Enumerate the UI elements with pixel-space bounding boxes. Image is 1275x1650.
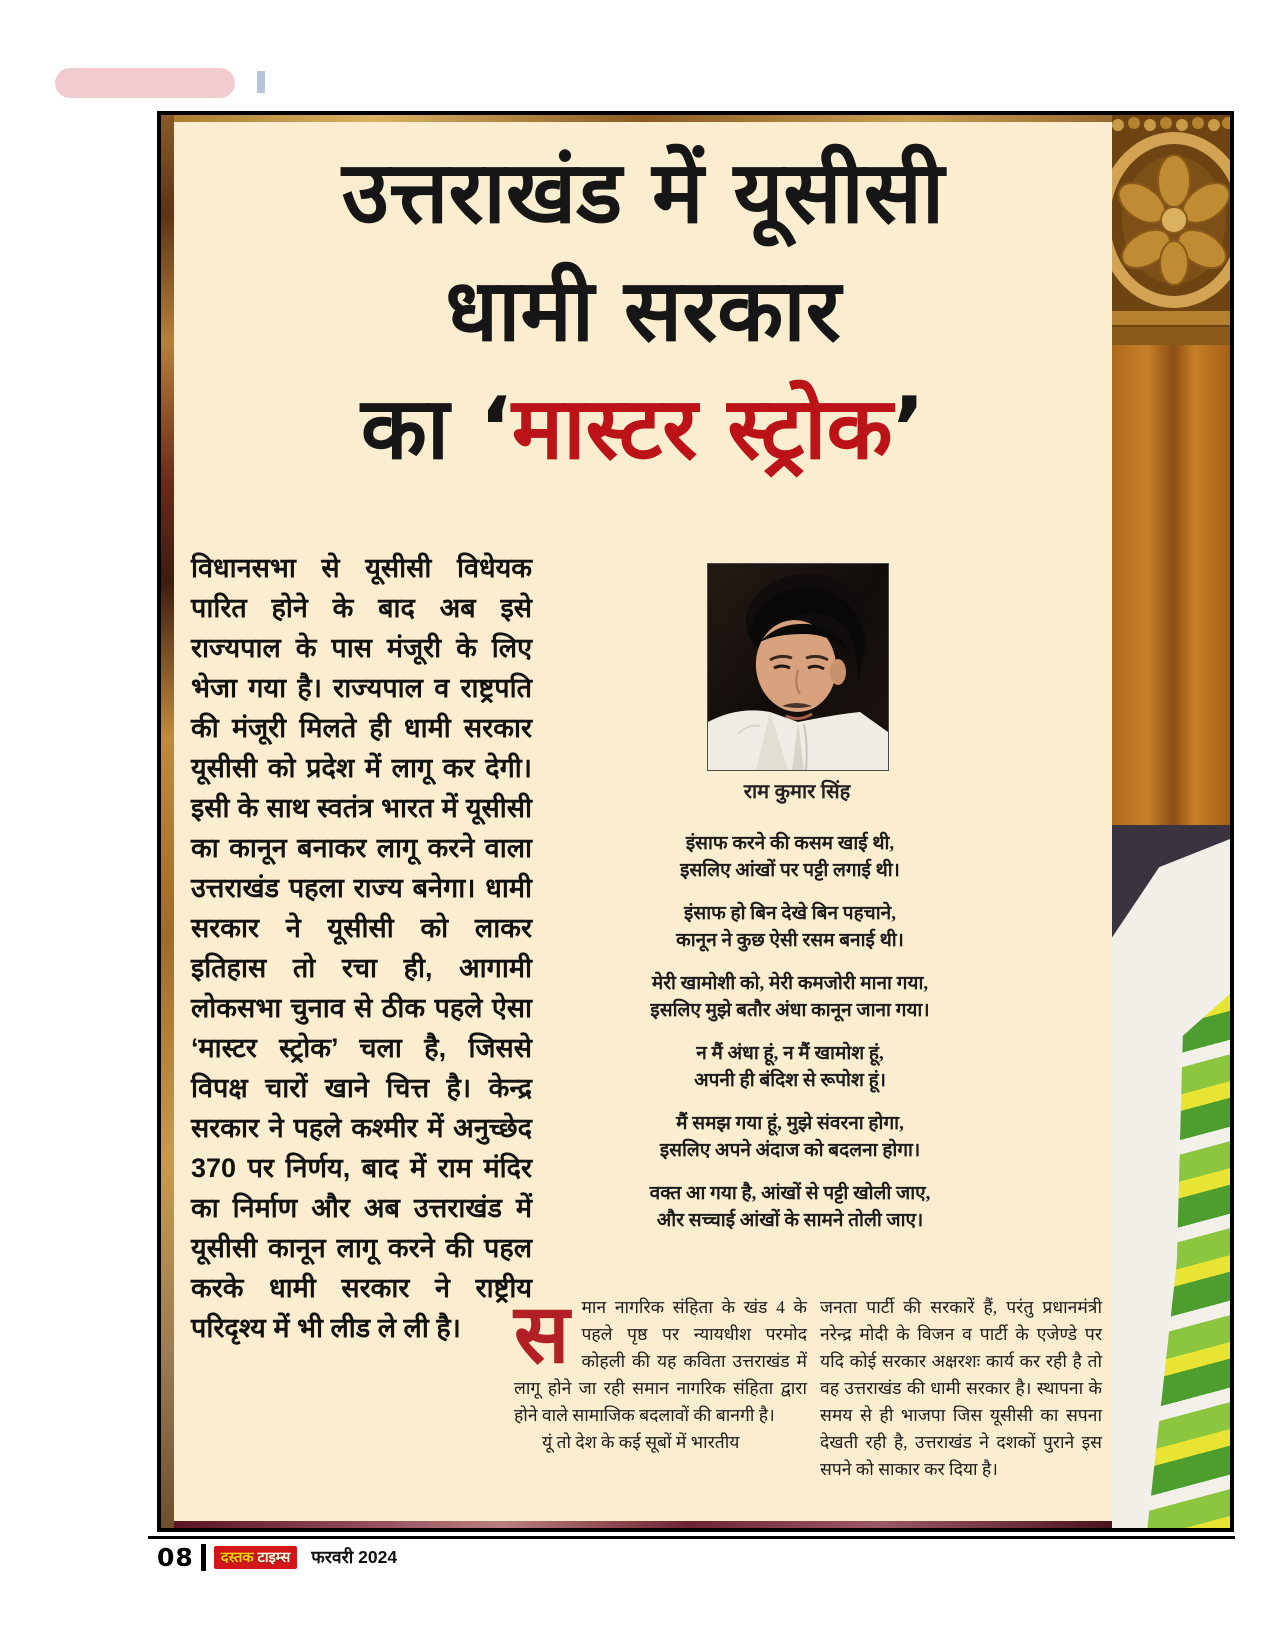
poem-line: अपनी ही बंदिश से रूपोश हूं। — [694, 1070, 886, 1091]
poem-stanza — [504, 1040, 1076, 1094]
headline-line-2: धामी सरकार — [445, 261, 841, 361]
article-col1-paragraph-1: मान नागरिक संहिता के खंड 4 के पहले पृष्ठ पर न्यायधीश परमोद कोहली की यह कविता उत्तराखंड में लागू होने जा रही समान नागरिक संहिता द्वारा होने वाले सामाजिक बदलावों की बानगी है। — [514, 1297, 807, 1425]
headline-open-quote: ‘ — [479, 379, 512, 479]
poem-line: और सच्चाई आंखों के सामने तोली जाए। — [656, 1210, 924, 1231]
poem-line: इसलिए आंखों पर पट्टी लगाई थी। — [680, 860, 900, 881]
headline-red-phrase: मास्टर स्ट्रोक — [511, 379, 893, 479]
poem-line: इंसाफ करने की कसम खाई थी, — [685, 833, 895, 854]
poem-line: इसलिए मुझे बतौर अंधा कानून जाना गया। — [650, 1000, 930, 1021]
poem-line: वक्त आ गया है, आंखों से पट्टी खोली जाए, — [649, 1183, 931, 1204]
header-pink-pill-decoration — [55, 68, 235, 98]
drop-cap: स — [514, 1287, 570, 1382]
dastak-times-logo — [214, 1546, 297, 1569]
lede-paragraph: विधानसभा से यूसीसी विधेयक पारित होने के बाद अब इसे राज्यपाल के पास मंजूरी के लिए भेजा गया है। राज्यपाल व राष्ट्रपति की मंजूरी मिलते ही धामी सरकार यूसीसी को प्रदेश में लागू कर देगी। इसी के साथ स्वतंत्र भारत में यूसीसी का कानून बनाकर लागू करने वाला उत्तराखंड पहला राज्य बनेगा। धामी सरकार ने यूसीसी को लाकर इतिहास तो रचा ही, आगामी लोकसभा चुनाव से ठीक पहले ऐसा ‘मास्टर स्ट्रोक’ चला है, जिससे विपक्ष चारों खाने चित्त है। केन्द्र सरकार ने पहले कश्मीर में अनुच्छेद 370 पर निर्णय, बाद में राम मंदिर का निर्माण और अब उत्तराखंड में यूसीसी कानून लागू करने की पहल करके धामी सरकार ने राष्ट्रीय परिदृश्य में भी लीड ले ली है। — [191, 553, 532, 1343]
article-col1-paragraph-2: यूं तो देश के कई सूबों में भारतीय — [542, 1432, 740, 1452]
poem-line: इसलिए अपने अंदाज को बदलना होगा। — [659, 1140, 921, 1161]
poem-stanza — [504, 970, 1076, 1024]
wood-panel — [1112, 345, 1230, 825]
headline-line-1: उत्तराखंड में यूसीसी — [341, 143, 945, 243]
issue-date: फरवरी 2024 — [311, 1547, 398, 1567]
background-photo-right-strip — [1112, 115, 1230, 1528]
content-panel — [174, 122, 1112, 1521]
poem-line: मैं समझ गया हूं, मुझे संवरना होगा, — [676, 1113, 904, 1134]
person-in-white-photo — [1112, 825, 1230, 1528]
wood-carving-medallion — [1112, 115, 1230, 345]
footer-divider-bar — [201, 1544, 206, 1571]
poem-stanza — [504, 1180, 1076, 1234]
poem-stanza — [504, 830, 1076, 884]
footer — [157, 1542, 397, 1572]
poem-stanza — [504, 900, 1076, 954]
poem-line: न मैं अंधा हूं, न मैं खामोश हूं, — [696, 1043, 884, 1064]
photo-caption: राम कुमार सिंह — [743, 781, 851, 803]
poem-line: कानून ने कुछ ऐसी रसम बनाई थी। — [676, 930, 904, 951]
article-column-2: जनता पार्टी की सरकारें हैं, परंतु प्रधानमंत्री नरेन्द्र मोदी के विजन व पार्टी के एजेण्डे पर यदि कोई सरकार अक्षरशः कार्य कर रही है तो वह उत्तराखंड की धामी सरकार है। स्थापना के समय से ही भाजपा जिस यूसीसी का सपना देखती रही है, उत्तराखंड ने दशकों पुराने इस सपने को साकार कर दिया है। — [820, 1297, 1102, 1479]
headline-line-3 — [174, 370, 1112, 488]
footer-rule — [148, 1536, 1235, 1539]
headline-close-quote: ’ — [892, 379, 926, 479]
background-photo-left-strip — [161, 115, 174, 1528]
poem-stanza — [504, 1110, 1076, 1164]
logo-word-1: दस्तक — [220, 1550, 254, 1566]
poem-line: इंसाफ हो बिन देखे बिन पहचाने, — [684, 903, 896, 924]
poem — [504, 830, 1076, 1250]
poet-photo — [707, 563, 889, 771]
article-box — [157, 111, 1234, 1532]
headline-line3-prefix: का — [360, 379, 480, 479]
article-column-1 — [514, 1287, 807, 1456]
headline — [174, 134, 1112, 488]
logo-word-2: टाइम्स — [257, 1550, 291, 1566]
poem-line: मेरी खामोशी को, मेरी कमजोरी माना गया, — [651, 973, 929, 994]
page-number: 08 — [157, 1542, 194, 1572]
header-blue-tick-decoration — [257, 71, 265, 93]
